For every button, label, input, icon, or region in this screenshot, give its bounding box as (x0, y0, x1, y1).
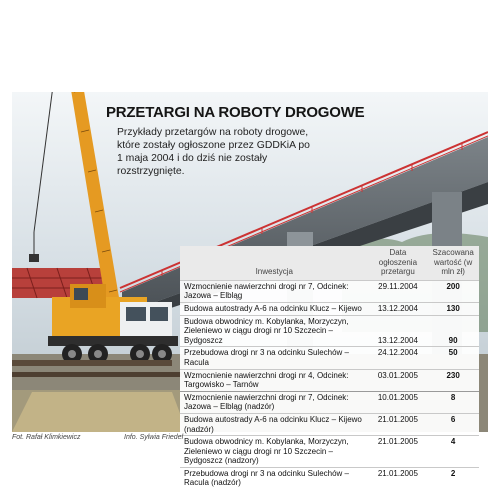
row-investment: Przebudowa drogi nr 3 na odcinku Sulechów – Racula (180, 347, 369, 369)
row-investment: Budowa obwodnicy m. Kobylanka, Morzyczyn, Zieleniewo w ciągu drogi nr 10 Szczecin – Bydgoszcz (180, 315, 369, 347)
row-date: 21.01.2005 (369, 467, 428, 489)
row-date: 29.11.2004 (369, 280, 428, 302)
row-investment: Budowa autostrady A-6 na odcinku Klucz – Kijewo (nadzór) (180, 413, 369, 435)
table-row (180, 467, 479, 489)
row-date: 24.12.2004 (369, 347, 428, 369)
credits-bar (12, 432, 488, 446)
row-date: 13.12.2004 (369, 302, 428, 315)
table-row (180, 302, 479, 315)
photo-credit: Fot. Rafał Klimkiewicz (12, 434, 81, 441)
table-row (180, 391, 479, 413)
row-date: 21.01.2005 (369, 413, 428, 435)
tenders-table (180, 246, 479, 489)
row-date: 03.01.2005 (369, 369, 428, 391)
row-value: 200 (427, 280, 479, 302)
article-lede: Przykłady przetargów na roboty drogowe, które zostały ogłoszone przez GDDKiA po 1 maja 2004 i do dziś nie zostały rozstrzygnięte. (117, 127, 310, 178)
row-value: 50 (427, 347, 479, 369)
table-row (180, 347, 479, 369)
row-value: 230 (427, 369, 479, 391)
row-investment: Przebudowa drogi nr 3 na odcinku Sulechów – Racula (nadzór) (180, 467, 369, 489)
row-value: 4 (427, 436, 479, 468)
header-date: Data ogłoszenia przetargu (378, 248, 418, 277)
row-investment: Budowa autostrady A-6 na odcinku Klucz – Kijewo (180, 302, 369, 315)
row-investment: Wzmocnienie nawierzchni drogi nr 7, Odcinek: Jazowa – Elbląg (nadzór) (180, 391, 369, 413)
row-value: 130 (427, 302, 479, 315)
row-value: 6 (427, 413, 479, 435)
row-investment: Wzmocnienie nawierzchni drogi nr 4, Odcinek: Targowisko – Tarnów (180, 369, 369, 391)
article-headline: PRZETARGI NA ROBOTY DROGOWE (106, 104, 365, 121)
header-investment: Inwestycja (255, 267, 293, 277)
row-value: 2 (427, 467, 479, 489)
row-value: 90 (427, 315, 479, 347)
row-investment: Wzmocnienie nawierzchni drogi nr 7, Odcinek: Jazowa – Elbląg (180, 280, 369, 302)
header-value: Szacowana wartość (w mln zł) (432, 248, 474, 277)
row-date: 21.01.2005 (369, 436, 428, 468)
row-date: 10.01.2005 (369, 391, 428, 413)
row-date: 13.12.2004 (369, 315, 428, 347)
row-investment: Budowa obwodnicy m. Kobylanka, Morzyczyn, Zieleniewo w ciągu drogi nr 10 Szczecin – Bydgoszcz (nadzory) (180, 436, 369, 468)
table-row (180, 280, 479, 302)
info-credit: Info. Sylwia Friedel (124, 434, 184, 441)
table-header-row (180, 246, 479, 280)
table-row (180, 369, 479, 391)
table-row (180, 315, 479, 347)
row-value: 8 (427, 391, 479, 413)
